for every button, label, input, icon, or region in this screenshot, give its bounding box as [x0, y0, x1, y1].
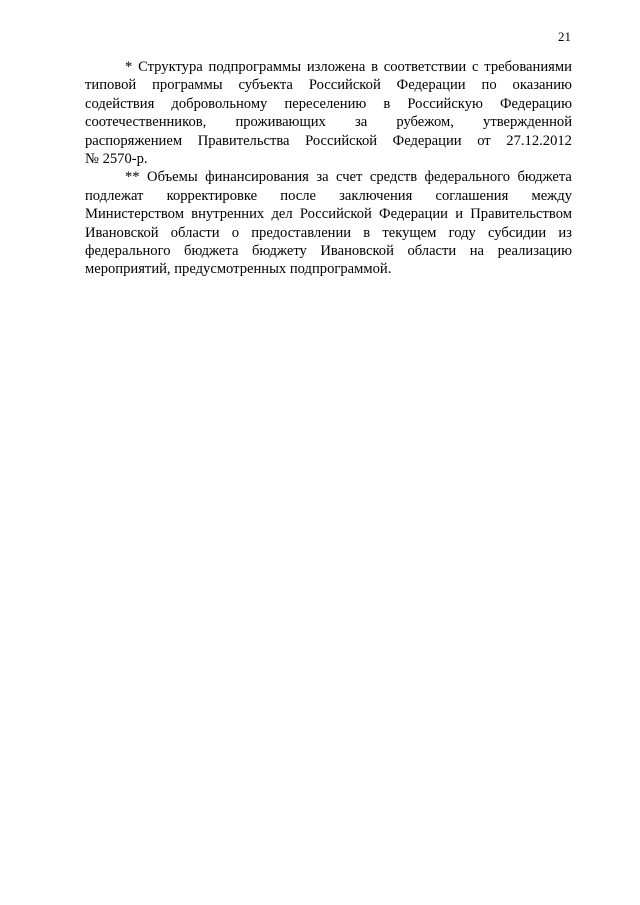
- footnote-line: Министерством внутренних дел Российской Федерации и Правительством: [85, 206, 572, 223]
- footnote-line: соотечественников, проживающих за рубежом, утвержденной: [85, 114, 572, 131]
- footnote-structure: [85, 58, 572, 168]
- footnote-line: № 2570-р.: [85, 151, 148, 168]
- footnote-line: содействия добровольному переселению в Российскую Федерацию: [85, 95, 572, 112]
- page-number: 21: [558, 29, 571, 44]
- footnote-line: распоряжением Правительства Российской Федерации от 27.12.2012: [85, 132, 572, 149]
- footnote-line: подлежат корректировке после заключения соглашения между: [85, 187, 572, 204]
- footnotes-block: [85, 58, 572, 279]
- footnote-financing: [85, 168, 572, 278]
- footnote-line: типовой программы субъекта Российской Федерации по оказанию: [85, 77, 572, 94]
- footnote-line: мероприятий, предусмотренных подпрограммой.: [85, 261, 392, 278]
- footnote-line: Ивановской области о предоставлении в текущем году субсидии из: [85, 224, 572, 241]
- footnote-line: федерального бюджета бюджету Ивановской области на реализацию: [85, 243, 572, 260]
- footnote-line: * Структура подпрограммы изложена в соответствии с требованиями: [125, 59, 572, 75]
- footnote-line: ** Объемы финансирования за счет средств федерального бюджета: [125, 169, 572, 186]
